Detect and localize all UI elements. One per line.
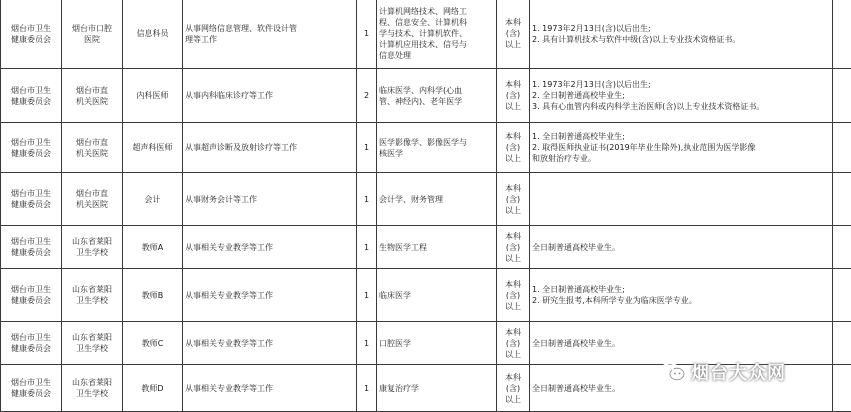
requirements-cell: 1. 全日制普通高校毕业生; 2. 研究生报考,本科所学专业为临床医学专业。 — [532, 284, 830, 306]
major-cell: 会计学、财务管理 — [379, 194, 494, 205]
unit-cell: 烟台市直 机关医院 — [64, 137, 120, 159]
table-row — [1, 269, 851, 322]
empty-cell — [833, 173, 851, 226]
major-cell: 临床医学、内科学(心血 管、神经内)、老年医学 — [379, 85, 494, 107]
watermark — [660, 359, 786, 385]
department-cell: 烟台市卫生 健康委员会 — [3, 137, 59, 159]
empty-cell — [833, 69, 851, 123]
duty-cell: 从事网络信息管理、软件设计管 理等工作 — [185, 23, 354, 45]
major-cell: 生物医学工程 — [379, 242, 494, 253]
duty-cell: 从事相关专业教学等工作 — [185, 290, 354, 301]
count-cell: 1 — [359, 383, 374, 394]
unit-cell: 山东省莱阳 卫生学校 — [64, 377, 120, 399]
unit-cell: 山东省莱阳 卫生学校 — [64, 332, 120, 354]
department-cell: 烟台市卫生 健康委员会 — [3, 236, 59, 258]
education-cell: 本科 (含) 以上 — [499, 372, 527, 405]
position-cell: 教师C — [125, 338, 180, 349]
table-row — [1, 0, 851, 69]
count-cell: 1 — [359, 338, 374, 349]
count-cell: 1 — [359, 28, 374, 39]
table-body — [1, 0, 851, 412]
major-cell: 计算机网络技术、网络工 程、信息安全、计算机科 学与技术、计算机软件、 计算机应用技术、信号与 信息处理 — [379, 6, 494, 61]
duty-cell: 从事财务会计等工作 — [185, 194, 354, 205]
education-cell: 本科 (含) 以上 — [499, 79, 527, 112]
major-cell: 康复治疗学 — [379, 383, 494, 394]
unit-cell: 烟台市口腔 医院 — [64, 23, 120, 45]
department-cell: 烟台市卫生 健康委员会 — [3, 188, 59, 210]
education-cell: 本科 (含) 以上 — [499, 131, 527, 164]
department-cell: 烟台市卫生 健康委员会 — [3, 284, 59, 306]
count-cell: 1 — [359, 142, 374, 153]
position-cell: 会计 — [125, 194, 180, 205]
empty-cell — [833, 123, 851, 173]
count-cell: 1 — [359, 194, 374, 205]
major-cell: 医学影像学、影像医学与 核医学 — [379, 137, 494, 159]
table-row — [1, 226, 851, 269]
empty-cell — [833, 0, 851, 69]
requirements-cell: 1. 1973年2月13日(含)以后出生; 2. 具有计算机技术与软件中级(含)以上专业技术资格证书。 — [532, 23, 830, 45]
education-cell: 本科 (含) 以上 — [499, 279, 527, 312]
education-cell: 本科 (含) 以上 — [499, 17, 527, 50]
major-cell: 临床医学 — [379, 290, 494, 301]
position-cell: 教师D — [125, 383, 180, 394]
requirements-cell: 1. 全日制普通高校毕业生; 2. 取得医师执业证书(2019年毕业生除外),执业范围为医学影像 和放射治疗专业。 — [532, 131, 830, 164]
count-cell: 2 — [359, 90, 374, 101]
empty-cell — [833, 322, 851, 365]
education-cell: 本科 (含) 以上 — [499, 231, 527, 264]
watermark-text: 烟台大众网 — [691, 359, 786, 385]
table-row — [1, 173, 851, 226]
position-cell: 信息科员 — [125, 28, 180, 39]
education-cell: 本科 (含) 以上 — [499, 183, 527, 216]
major-cell: 口腔医学 — [379, 338, 494, 349]
count-cell: 1 — [359, 290, 374, 301]
position-cell: 教师B — [125, 290, 180, 301]
position-cell: 教师A — [125, 242, 180, 253]
wechat-icon — [660, 362, 686, 382]
duty-cell: 从事相关专业教学等工作 — [185, 242, 354, 253]
unit-cell: 山东省莱阳 卫生学校 — [64, 236, 120, 258]
department-cell: 烟台市卫生 健康委员会 — [3, 85, 59, 107]
unit-cell: 烟台市直 机关医院 — [64, 85, 120, 107]
duty-cell: 从事相关专业教学等工作 — [185, 383, 354, 394]
count-cell: 1 — [359, 242, 374, 253]
position-cell: 内科医师 — [125, 90, 180, 101]
education-cell: 本科 (含) 以上 — [499, 327, 527, 360]
duty-cell: 从事内科临床诊疗等工作 — [185, 90, 354, 101]
unit-cell: 山东省莱阳 卫生学校 — [64, 284, 120, 306]
requirements-cell: 全日制普通高校毕业生。 — [532, 338, 830, 349]
table-row — [1, 123, 851, 173]
position-cell: 超声科医师 — [125, 142, 180, 153]
empty-cell — [833, 269, 851, 322]
department-cell: 烟台市卫生 健康委员会 — [3, 377, 59, 399]
department-cell: 烟台市卫生 健康委员会 — [3, 23, 59, 45]
department-cell: 烟台市卫生 健康委员会 — [3, 332, 59, 354]
empty-cell — [833, 365, 851, 412]
unit-cell: 烟台市直 机关医院 — [64, 188, 120, 210]
table-row — [1, 69, 851, 123]
duty-cell: 从事相关专业教学等工作 — [185, 338, 354, 349]
requirements-cell: 全日制普通高校毕业生。 — [532, 242, 830, 253]
duty-cell: 从事超声诊断及放射诊疗等工作 — [185, 142, 354, 153]
empty-cell — [833, 226, 851, 269]
requirements-cell: 全日制普通高校毕业生。 — [532, 383, 830, 394]
requirements-cell: 1. 1973年2月13日(含)以后出生; 2. 全日制普通高校毕业生; 3. 具有心血管内科或内科学主治医师(含)以上专业技术资格证书。 — [532, 79, 830, 112]
